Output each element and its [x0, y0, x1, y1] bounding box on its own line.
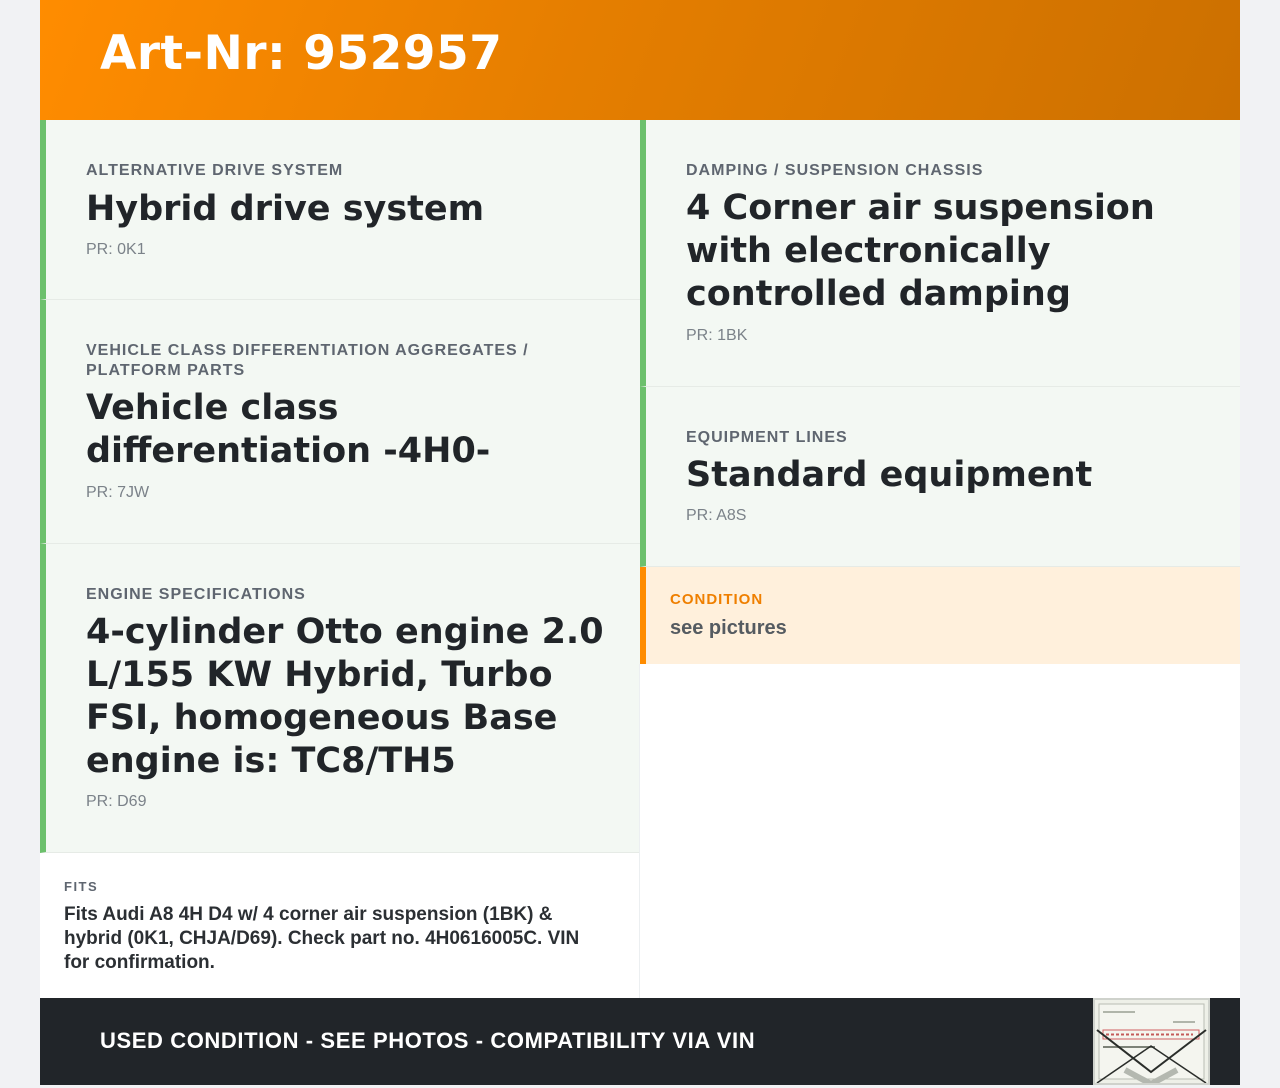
column-divider — [639, 664, 640, 998]
spec-card-drive-system — [40, 120, 640, 300]
header-banner — [40, 0, 1240, 120]
footer-notice: USED CONDITION - SEE PHOTOS - COMPATIBILITY VIA VIN — [100, 1028, 756, 1053]
fits-text: Fits Audi A8 4H D4 w/ 4 corner air suspension (1BK) & hybrid (0K1, CHJA/D69). Check part no. 4H0616005C. VIN for confirmation. — [64, 904, 580, 973]
spec-label: VEHICLE CLASS DIFFERENTIATION AGGREGATES / PLATFORM PARTS — [86, 342, 529, 379]
fits-label: FITS — [64, 879, 99, 894]
spec-pr-code: PR: A8S — [686, 507, 747, 524]
product-sheet — [40, 0, 1240, 1085]
condition-box — [640, 567, 1240, 664]
spec-card-equipment-lines — [640, 387, 1240, 567]
footer-bar — [40, 998, 1240, 1085]
condition-value: see pictures — [670, 617, 787, 639]
spec-label: ENGINE SPECIFICATIONS — [86, 586, 306, 603]
label-photo-thumbnail[interactable] — [1093, 998, 1210, 1085]
spec-pr-code: PR: 7JW — [86, 484, 150, 501]
spec-pr-code: PR: 1BK — [686, 327, 748, 344]
spec-value: 4-cylinder Otto engine 2.0 L/155 KW Hybrid, Turbo FSI, homogeneous Base engine is: TC8/TH5 — [86, 612, 604, 781]
spec-card-engine — [40, 544, 640, 853]
spec-pr-code: PR: 0K1 — [86, 241, 146, 258]
fits-section — [40, 853, 640, 998]
spec-value: 4 Corner air suspension with electronically controlled damping — [686, 188, 1155, 314]
label-photo-icon — [1095, 1000, 1208, 1083]
spec-value: Hybrid drive system — [86, 189, 485, 229]
article-number-title: Art-Nr: 952957 — [100, 26, 503, 81]
condition-label: CONDITION — [670, 591, 764, 608]
spec-label: ALTERNATIVE DRIVE SYSTEM — [86, 162, 344, 179]
spec-label: EQUIPMENT LINES — [686, 429, 848, 446]
spec-value: Standard equipment — [686, 455, 1093, 495]
spec-value: Vehicle class differentiation -4H0- — [86, 388, 491, 471]
spec-pr-code: PR: D69 — [86, 793, 147, 810]
spec-card-vehicle-class — [40, 300, 640, 544]
spec-label: DAMPING / SUSPENSION CHASSIS — [686, 162, 984, 179]
spec-card-suspension — [640, 120, 1240, 387]
